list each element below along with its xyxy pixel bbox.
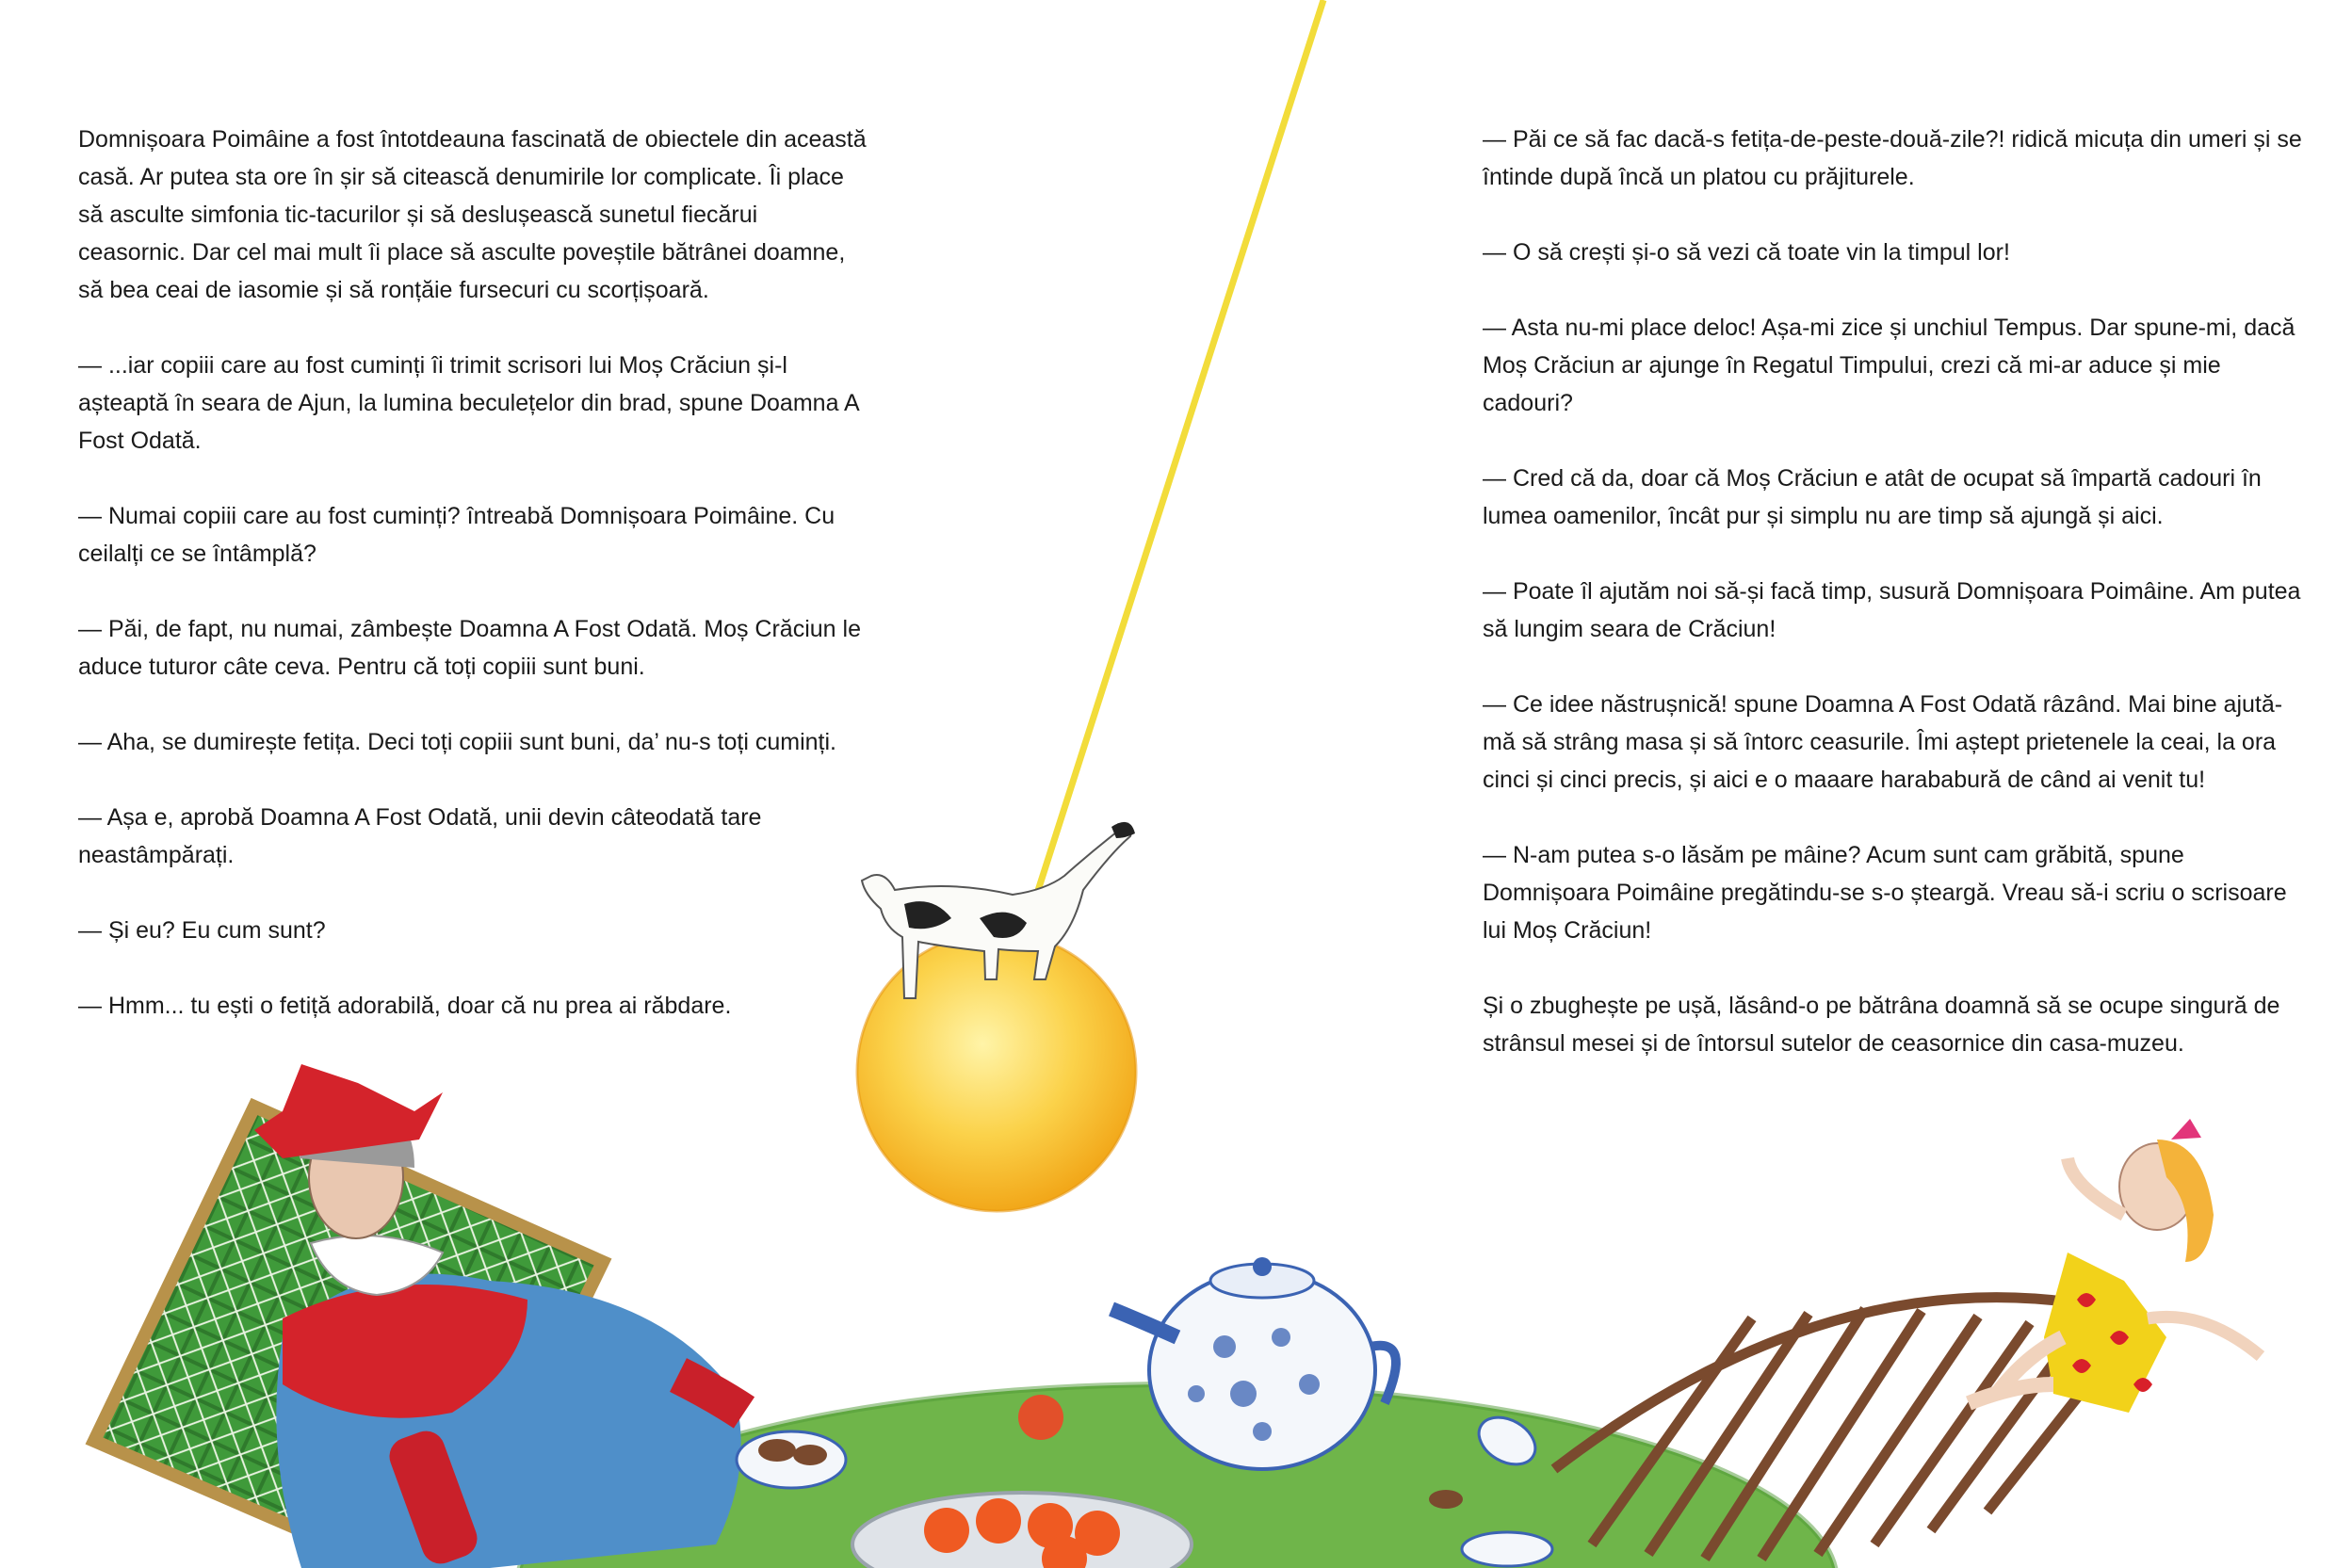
right-paragraph-6: — Ce idee năstrușnică! spune Doamna A Fost Odată râzând. Mai bine ajută-mă să strâng masa și să întorc ceasurile. Îmi aștept prietenele la ceai, la ora cinci și cinci precis, și aici e o maaare harababură de când ai venit tu!	[1483, 691, 2283, 793]
left-paragraph-2: — ...iar copiii care au fost cuminți îi trimit scrisori lui Moș Crăciun și-l așteaptă în seara de Ajun, la lumina beculețelor din brad, spune Doamna A Fost Odată.	[78, 352, 859, 454]
right-paragraph-8: Și o zbughește pe ușă, lăsând-o pe bătrâna doamnă să se ocupe singură de strânsul mesei și de întorsul sutelor de ceasornice din casa-muzeu.	[1483, 993, 2280, 1057]
right-text-column	[1483, 121, 2312, 1100]
left-paragraph-6: — Așa e, aprobă Doamna A Fost Odată, unii devin câteodată tare neastâmpărați.	[78, 804, 762, 868]
left-paragraph-8: — Hmm... tu ești o fetiță adorabilă, doar că nu prea ai răbdare.	[78, 993, 732, 1019]
left-paragraph-5: — Aha, se dumirește fetița. Deci toți copiii sunt buni, da’ nu-s toți cuminți.	[78, 729, 837, 755]
right-page	[1168, 0, 2336, 1568]
right-paragraph-7: — N-am putea s-o lăsăm pe mâine? Acum sunt cam grăbită, spune Domnișoara Poimâine pregătindu-se s-o șteargă. Vreau să-i scriu o scrisoare lui Moș Crăciun!	[1483, 842, 2287, 944]
right-paragraph-2: — O să crești și-o să vezi că toate vin la timpul lor!	[1483, 239, 2010, 266]
right-paragraph-4: — Cred că da, doar că Moș Crăciun e atât de ocupat să împartă cadouri în lumea oamenilor, încât pur și simplu nu are timp să ajungă și aici.	[1483, 465, 2262, 529]
left-paragraph-7: — Și eu? Eu cum sunt?	[78, 917, 326, 944]
left-paragraph-3: — Numai copiii care au fost cuminți? întreabă Domnișoara Poimâine. Cu ceilalți ce se întâmplă?	[78, 503, 835, 567]
left-paragraph-1: Domnișoara Poimâine a fost întotdeauna fascinată de obiectele din această casă. Ar putea sta ore în șir să citească denumirile lor complicate. Îi place să asculte simfonia tic-tacurilor și să deslușească sunetul fiecărui ceasornic. Dar cel mai mult îi place să asculte poveștile bătrânei doamne, să bea ceai de iasomie și să ronțăie fursecuri cu scorțișoară.	[78, 126, 867, 303]
left-paragraph-4: — Păi, de fapt, nu numai, zâmbește Doamna A Fost Odată. Moș Crăciun le aduce tuturor câte ceva. Pentru că toți copiii sunt buni.	[78, 616, 861, 680]
left-text-column	[78, 121, 869, 1062]
right-paragraph-3: — Asta nu-mi place deloc! Așa-mi zice și unchiul Tempus. Dar spune-mi, dacă Moș Crăciun ar ajunge în Regatul Timpului, crezi că mi-ar aduce și mie cadouri?	[1483, 315, 2295, 416]
right-paragraph-1: — Păi ce să fac dacă-s fetița-de-peste-două-zile?! ridică micuța din umeri și se întinde după încă un platou cu prăjiturele.	[1483, 126, 2302, 190]
right-paragraph-5: — Poate îl ajutăm noi să-și facă timp, susură Domnișoara Poimâine. Am putea să lungim seara de Crăciun!	[1483, 578, 2301, 642]
